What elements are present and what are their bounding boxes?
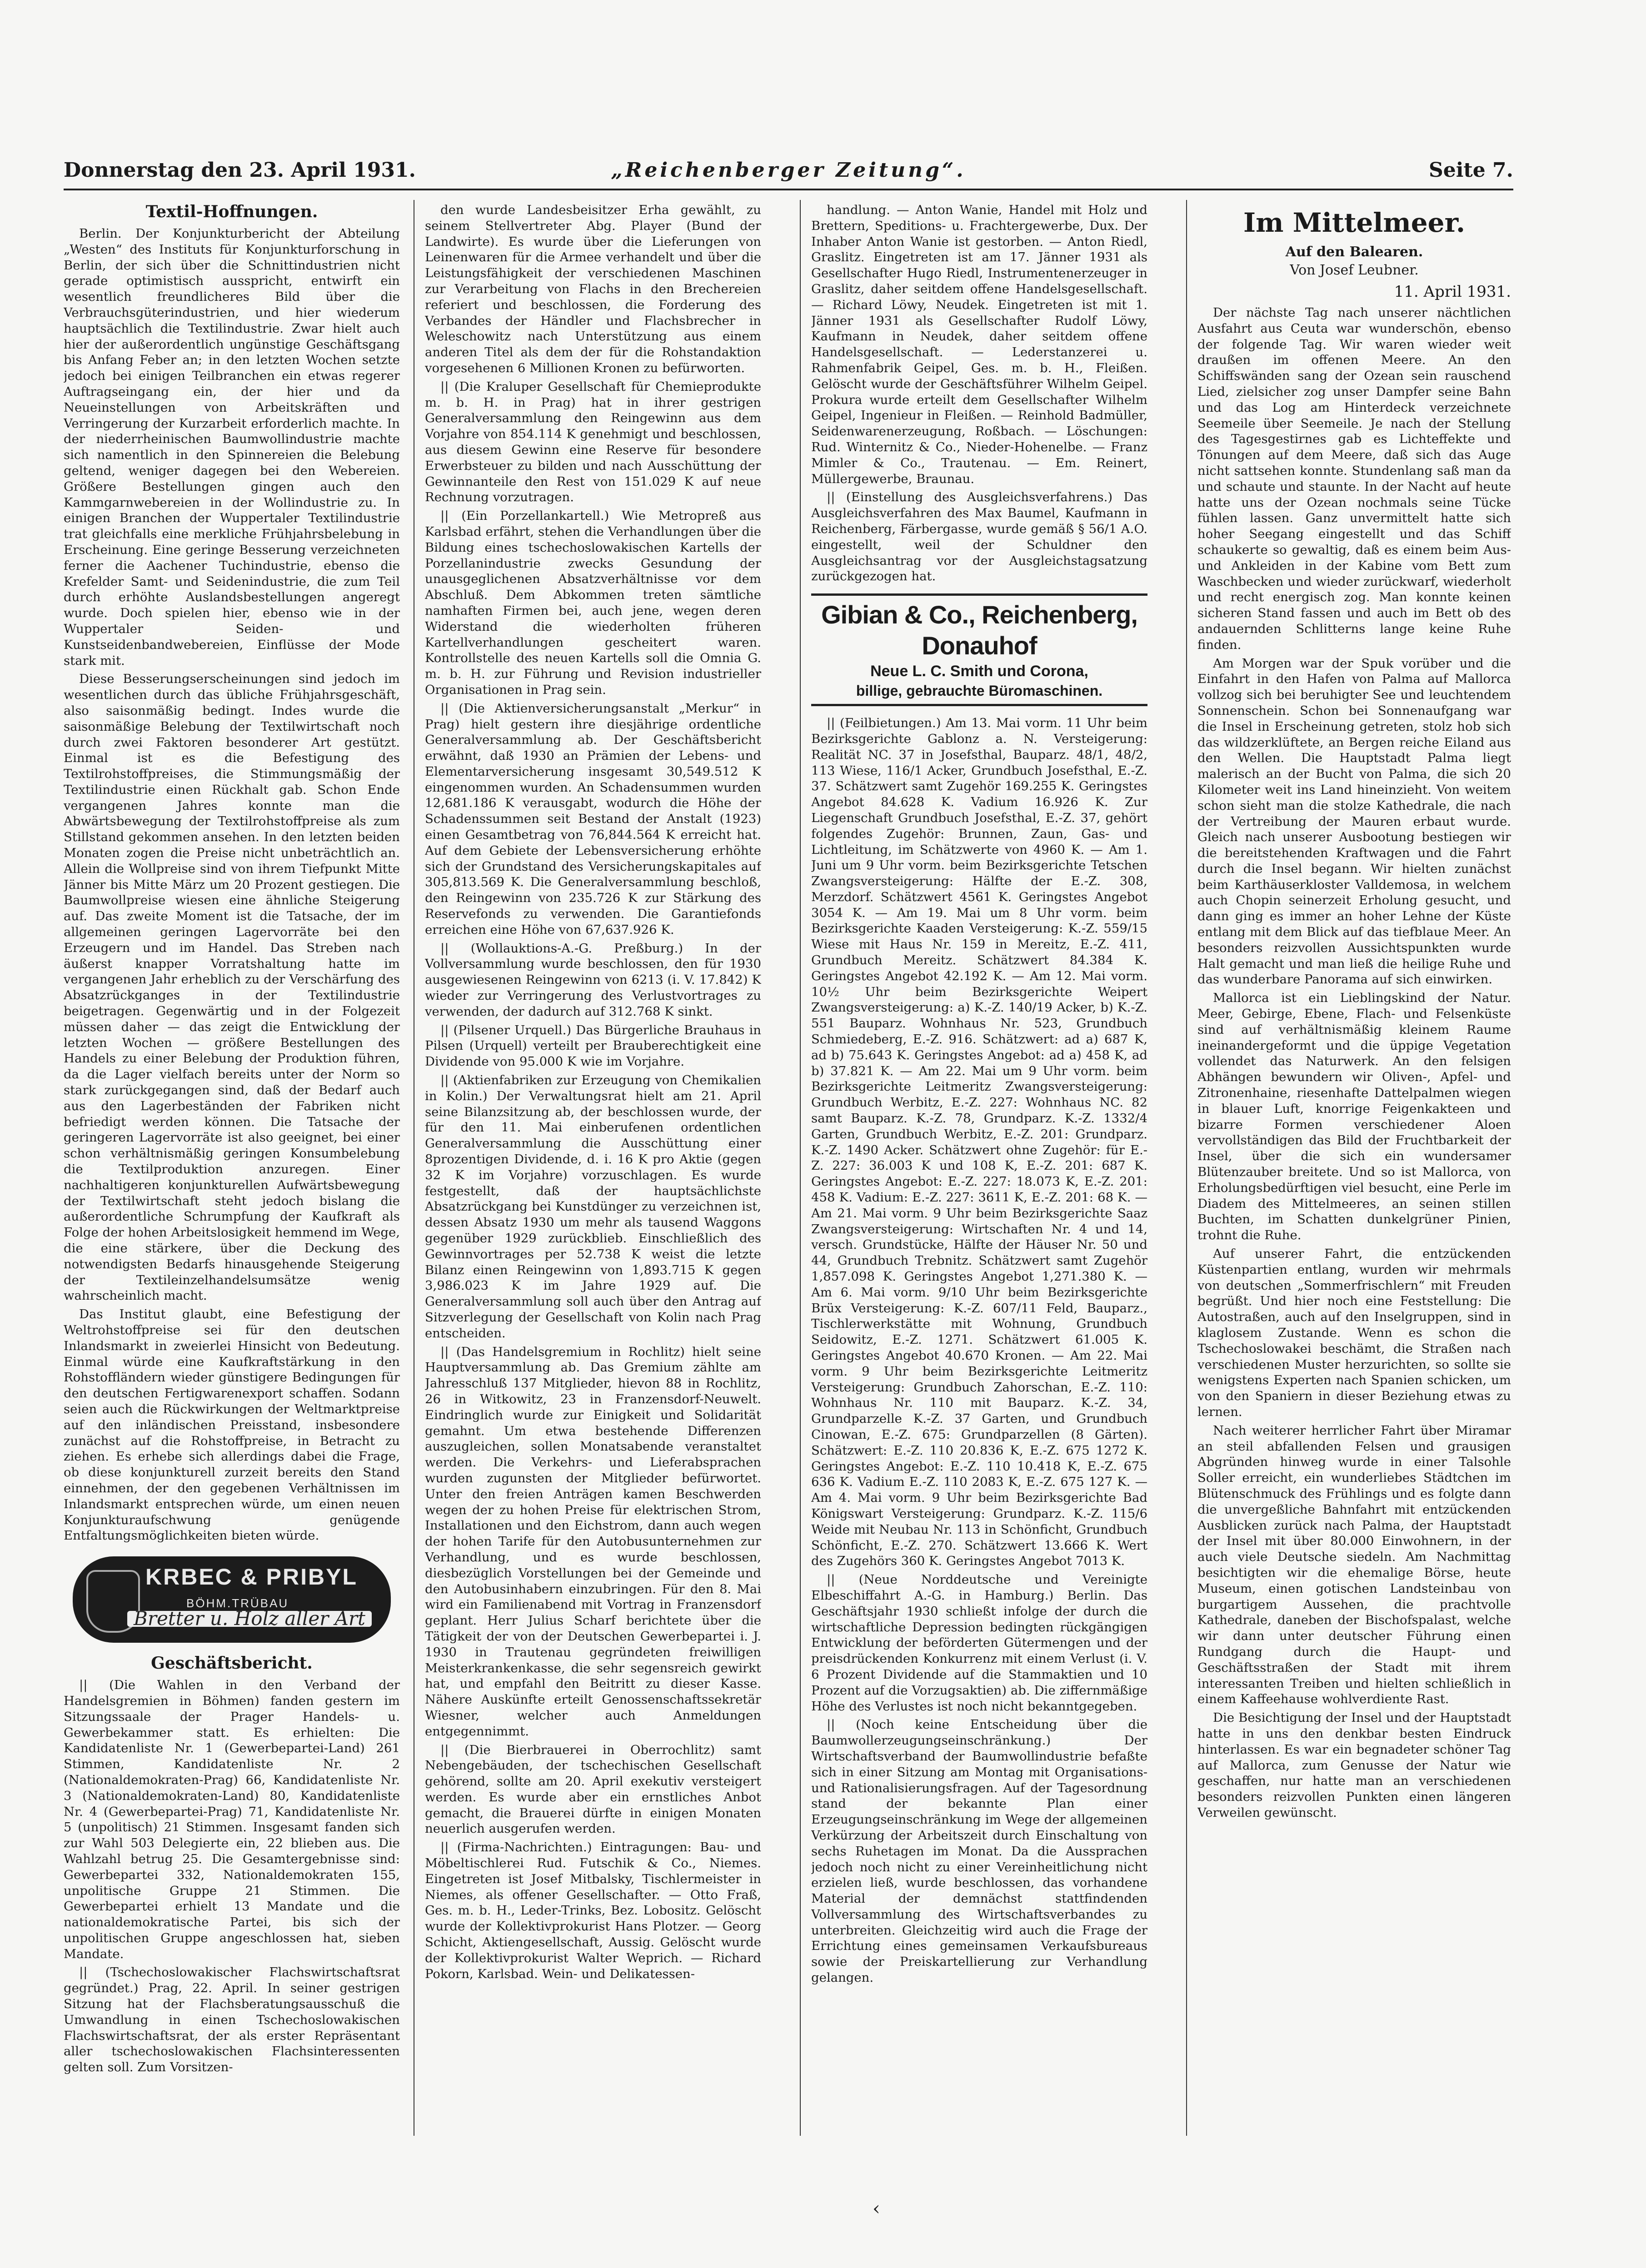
ad-line: KRBEC & PRIBYL <box>145 1564 358 1590</box>
column-3 <box>811 202 1147 2124</box>
article-paragraph: || (Noch keine Entscheidung über die Baumwollerzeugungseinschränkung.) Der Wirtschaftsverband der Baumwollindustrie befaßte sich in einer Sitzung am Montag mit Organisations- und Rationalisierungsfragen. Auf der Tagesordnung stand der bekannte Plan einer Erzeugungseinschränkung im Wege der allgemeinen Verkürzung der Arbeitszeit durch Einschaltung von sechs Ruhetagen im Monat. Da die Aussprachen jedoch noch nicht zu einer Vereinheitlichung nicht erzielen ließ, wurde beschlossen, das vorhandene Material der demnächst stattfindenden Vollversammlung des Wirtschaftsverbandes zu unterbreiten. Gleichzeitig wird auch die Frage der Errichtung eines gemeinsamen Verkaufsbureaus sowie der Preiskartellierung zur Verhandlung gelangen. <box>811 1717 1147 1985</box>
article-paragraph: || (Feilbietungen.) Am 13. Mai vorm. 11 Uhr beim Bezirksgerichte Gablonz a. N. Versteigerung: Realität NC. 37 in Josefsthal, Bauparz. 48/1, 48/2, 113 Wiese, 116/1 Acker, Grundbuch Josefsthal, E.-Z. 37. Schätzwert samt Zugehör 169.255 K. Geringstes Angebot 84.628 K. Vadium 16.926 K. Zur Liegenschaft Grundbuch Josefsthal, E.-Z. 37, gehört folgendes Zugehör: Brunnen, Zaun, Gas- und Lichtleitung, im Schätzwerte von 4960 K. — Am 1. Juni um 9 Uhr vorm. beim Bezirksgerichte Tetschen Zwangsversteigerung: Hälfte der E.-Z. 308, Merzdorf. Schätzwert 4561 K. Geringstes Angebot 3054 K. — Am 19. Mai um 8 Uhr vorm. beim Bezirksgerichte Kaaden Versteigerung: K.-Z. 559/15 Wiese mit Haus Nr. 159 in Mereitz, E.-Z. 411, Grundbuch Mereitz. Schätzwert 84.384 K. Geringstes Angebot 42.192 K. — Am 12. Mai vorm. 10½ Uhr beim Bezirksgerichte Weipert Zwangsversteigerung: a) K.-Z. 140/19 Acker, b) K.-Z. 551 Bauparz. Wohnhaus Nr. 523, Grundbuch Schmiedeberg, E.-Z. 916. Schätzwert: ad a) 687 K, ad b) 75.643 K. Geringstes Angebot: ad a) 458 K, ad b) 37.821 K. — Am 22. Mai um 9 Uhr vorm. beim Bezirksgerichte Leitmeritz Zwangsversteigerung: Grundbuch Werbitz, E.-Z. 227: Wohnhaus NC. 82 samt Bauparz. K.-Z. 78, Grundparz. K.-Z. 1332/4 Garten, Grundbuch Werbitz, E.-Z. 201: Grundparz. K.-Z. 1490 Acker. Schätzwert ohne Zugehör: für E.-Z. 227: 36.003 K und 108 K, E.-Z. 201: 687 K. Geringstes Angebot: E.-Z. 227: 18.073 K, E.-Z. 201: 458 K. Vadium: E.-Z. 227: 3611 K, E.-Z. 201: 68 K. — Am 21. Mai vorm. 9 Uhr beim Bezirksgerichte Saaz Zwangsversteigerung: Wirtschaften Nr. 4 und 14, versch. Grundstücke, Hälfte der Häuser Nr. 50 und 44, Grundbuch Trebnitz. Schätzwert samt Zugehör 1,857.098 K. Geringstes Angebot 1,271.380 K. — Am 6. Mai vorm. 9/10 Uhr beim Bezirksgerichte Brüx Versteigerung: K.-Z. 607/11 Feld, Bauparz., Tischlerwerkstätte mit Wohnung, Grundbuch Seidowitz, E.-Z. 1271. Schätzwert 61.005 K. Geringstes Angebot 40.670 Kronen. — Am 22. Mai vorm. 9 Uhr beim Bezirksgerichte Leitmeritz Versteigerung: Grundbuch Zahorschan, E.-Z. 110: Wohnhaus Nr. 110 mit Bauparz. K.-Z. 34, Grundparzelle K.-Z. 37 Garten, und Grundbuch Cinowan, E.-Z. 675: Grundparzellen (8 Gärten). Schätzwert: E.-Z. 110 20.836 K, E.-Z. 675 1272 K. Geringstes Angebot: E.-Z. 110 10.418 K, E.-Z. 675 636 K. Vadium E.-Z. 110 2083 K, E.-Z. 675 127 K. — Am 4. Mai vorm. 9 Uhr beim Bezirksgerichte Bad Königswart Versteigerung: Grundparz. K.-Z. 115/6 Weide mit Neubau Nr. 113 in Schönficht, Grundbuch Schönficht, E.-Z. 270. Schätzwert 13.666 K. Wert des Zugehörs 360 K. Geringstes Angebot 7013 K. <box>811 716 1147 1569</box>
article-paragraph: || (Ein Porzellankartell.) Wie Metropreß aus Karlsbad erfährt, stehen die Verhandlungen über die Bildung eines tschechoslowakischen Kartells der Porzellanindustrie zwecks Gesundung der unausgeglichenen Absatzverhältnisse vor dem Abschluß. Dem Abkommen treten sämtliche namhaften Firmen bei, auch jene, wegen deren Widerstand die wiederholten früheren Kartellverhandlungen gescheitert waren. Kontrollstelle des neuen Kartells soll die Omnia G. m. b. H. zur Führung und Revision industrieller Organisationen in Prag sein. <box>425 508 761 697</box>
column-4 <box>1197 202 1511 2124</box>
masthead <box>64 157 1513 190</box>
column-2 <box>425 202 761 2124</box>
masthead-page-number: Seite 7. <box>1428 159 1513 182</box>
column-rule <box>800 200 801 2136</box>
article-paragraph: || (Die Kraluper Gesellschaft für Chemieprodukte m. b. H. in Prag) hat in ihrer gestrigen Generalversammlung den Reingewinn aus dem Vorjahre von 854.114 K genehmigt und beschlossen, aus diesem Gewinn eine Reserve für besondere Erwerbsteuer zu bilden und nach Ausschüttung der Gewinnanteile den Rest von 151.029 K auf neue Rechnung vorzutragen. <box>425 379 761 505</box>
article-heading-textil: Textil-Hoffnungen. <box>145 202 318 221</box>
article-paragraph: handlung. — Anton Wanie, Handel mit Holz und Brettern, Speditions- u. Frachtergewerbe, Dux. Der Inhaber Anton Wanie ist gestorben. — Anton Riedl, Graslitz. Eingetreten ist am 17. Jänner 1931 als Gesellschafter Hugo Riedl, Instrumentenerzeuger in Graslitz, daher seitdem offene Handelsgesellschaft. — Richard Löwy, Neudek. Eingetreten ist mit 1. Jänner 1931 als Gesellschafter Rudolf Löwy, Kaufmann in Neudek, daher seitdem offene Handelsgesellschaft. — Lederstanzerei u. Rahmenfabrik Geipel, Ges. m. b. H., Fleißen. Gelöscht wurde der Geschäftsführer Wilhelm Geipel. Prokura wurde erteilt dem Gesellschafter Wilhelm Geipel, Ingenieur in Fleißen. — Reinhold Badmüller, Seidenwarenerzeugung, Roßbach. — Löschungen: Rud. Winternitz & Co., Nieder-Hohenelbe. — Franz Mimler & Co., Trautenau. — Em. Reinert, Müllergewerbe, Braunau. <box>811 203 1147 486</box>
article-paragraph: || (Firma-Nachrichten.) Eintragungen: Bau- und Möbeltischlerei Rud. Futschik & Co., Niemes. Eingetreten ist Josef Mitbalsky, Tischlermeister in Niemes, als offener Gesellschafter. — Otto Fraß, Ges. m. b. H., Leder-Trinks, Bez. Lobositz. Gelöscht wurde der Kollektivprokurist Hans Plotzer. — Georg Schicht, Aktiengesellschaft, Aussig. Gelöscht wurde der Kollektivprokurist Walter Weprich. — Richard Pokorn, Karlsbad. Wein- und Delikatessen- <box>425 1840 761 1981</box>
article-paragraph: || (Pilsener Urquell.) Das Bürgerliche Brauhaus in Pilsen (Urquell) verteilt per Brauberechtigkeit eine Dividende von 95.000 K wie im Vorjahre. <box>425 1022 761 1069</box>
feuilleton-date: 11. April 1931. <box>1394 283 1511 301</box>
article-paragraph: || (Aktienfabriken zur Erzeugung von Chemikalien in Kolin.) Der Verwaltungsrat hielt am 21. April seine Bilanzsitzung ab, der beschlossen wurde, der für den 11. Mai einberufenen ordentlichen Generalversammlung die Ausschüttung einer 8prozentigen Dividende, d. i. 16 K pro Aktie (gegen 32 K im Vorjahre) vorzuschlagen. Es wurde festgestellt, daß der hauptsächlichste Absatzrückgang bei Kunstdünger zu verzeichnen ist, dessen Absatz 1930 um mehr als tausend Waggons gegenüber 1929 zurückblieb. Einschließlich des Gewinnvortrages per 52.738 K weist die letzte Bilanz einen Reingewinn von 1,893.715 K gegen 3,986.023 K im Jahre 1929 auf. Die Generalversammlung soll auch über den Antrag auf Sitzverlegung der Gesellschaft von Kolin nach Prag entscheiden. <box>425 1073 761 1341</box>
article-paragraph: || (Die Wahlen in den Verband der Handelsgremien in Böhmen) fanden gestern im Sitzungssaale der Prager Handels- u. Gewerbekammer statt. Es erhielten: Die Kandidatenliste Nr. 1 (Gewerbepartei-Land) 261 Stimmen, Kandidatenliste Nr. 2 (Nationaldemokraten-Prag) 66, Kandidatenliste Nr. 3 (Nationaldemokraten-Land) 80, Kandidatenliste Nr. 4 (Gewerbepartei-Prag) 71, Kandidatenliste Nr. 5 (unpolitisch) 21 Stimmen. Insgesamt fanden sich zur Wahl 503 Delegierte ein, 22 blieben aus. Die Wahlzahl betrug 25. Die Gesamtergebnisse sind: Gewerbepartei 332, Nationaldemokraten 155, unpolitische Gruppe 21 Stimmen. Die Gewerbepartei erhielt 13 Mandate und die nationaldemokratische Partei, bis sich der unpolitischen Gruppe angeschlossen hat, sieben Mandate. <box>64 1678 400 1961</box>
article-paragraph: || (Wollauktions-A.-G. Preßburg.) In der Vollversammlung wurde beschlossen, den für 1930 ausgewiesenen Reingewinn von 6213 (i. V. 17.842) K wieder zur Verringerung des Verlustvortrages zu verwenden, der dadurch auf 312.768 K sinkt. <box>425 941 761 1019</box>
article-paragraph: || (Neue Norddeutsche und Vereinigte Elbeschiffahrt A.-G. in Hamburg.) Berlin. Das Geschäftsjahr 1930 schließt infolge der durch die wirtschaftliche Depression bedingten rückgängigen Entwicklung der beförderten Gütermengen und der preisdrückenden Konkurrenz mit einem Verlust (i. V. 6 Prozent Dividende auf die Stammaktien und 10 Prozent auf die Vorzugsaktien) ab. Die ziffernmäßige Höhe des Verlustes ist noch nicht bekanntgegeben. <box>811 1572 1147 1714</box>
ad-line: Bretter u. Holz aller Art <box>127 1611 372 1627</box>
article-paragraph: Berlin. Der Konjunkturbericht der Abteilung „Westen“ des Instituts für Konjunkturforschung in Berlin, der sich über die Schnittindustrien nicht gerade optimistisch ausspricht, entwirft ein wesentlich freundlicheres Bild über die Verbrauchsgüterindustrien, und hier wiederum hauptsächlich die Textilindustrie. Zwar hielt auch hier der außerordentlich ungünstige Geschäftsgang bis Anfang Feber an; in den letzten Wochen setzte jedoch bei einigen Teilbranchen ein etwas regerer Auftragseingang ein, der hier und da Neueinstellungen von Arbeitskräften und Verringerung der Kurzarbeit erforderlich machte. In der niederrheinischen Baumwollindustrie machte sich namentlich in den Spinnereien die Belebung geltend, weniger dagegen bei den Webereien. Größere Bestellungen gingen auch den Kammgarnwebereien in der Wollindustrie zu. In einigen Branchen der Wuppertaler Textilindustrie trat gleichfalls eine merkliche Frühjahrsbelebung in Erscheinung. Eine geringe Besserung verzeichneten ferner die Aachener Tuchindustrie, ebenso die Krefelder Samt- und Seidenindustrie, die zum Teil durch erhöhte Auslandsbestellungen angeregt wurde. Doch spielen hier, ebenso wie in der Wuppertaler Seiden- und Kunstseidenbandwebereien, Einflüsse der Mode stark mit. <box>64 226 400 668</box>
column-rule <box>1186 200 1187 2136</box>
advertisement-krbec-pribyl <box>73 1556 391 1643</box>
ad-line: BÖHM.TRÜBAU <box>186 1596 289 1610</box>
column-1 <box>64 202 400 2124</box>
article-paragraph: || (Das Handelsgremium in Rochlitz) hielt seine Hauptversammlung ab. Das Gremium zählte am Jahresschluß 137 Mitglieder, hievon 88 in Rochlitz, 26 in Witkowitz, 23 in Franzensdorf-Neuwelt. Eindringlich wurde zur Einigkeit und Solidarität gemahnt. Um etwa bestehende Differenzen auszugleichen, sollen Monatsabende veranstaltet werden. Die Verkehrs- und Lieferabsprachen wurden zugunsten der Mitglieder befürwortet. Unter den freien Anträgen kamen Beschwerden wegen der zu hohen Preise für elektrischen Strom, Installationen und den Eichstrom, dann auch wegen der hohen Tarife für den Autobusunternehmen zur Verhandlung, und es wurde beschlossen, diesbezüglich Vorstellungen bei der Gemeinde und den Autobusinhabern einzubringen. Für den 8. Mai wird ein Familienabend mit Vortrag in Franzensdorf geplant. Herr Julius Scharf berichtete über die Tätigkeit der von der Deutschen Gewerbepartei i. J. 1930 in Trautenau gegründeten freiwilligen Meisterkrankenkasse, die sehr segensreich gewirkt hat, und empfahl den Beitritt zu dieser Kasse. Nähere Auskünfte erteilt Genossenschaftssekretär Wiesner, welcher auch Anmeldungen entgegennimmt. <box>425 1344 761 1739</box>
ad-line: Neue L. C. Smith und Corona, <box>870 663 1088 680</box>
article-paragraph: Nach weiterer herrlicher Fahrt über Miramar an steil abfallenden Felsen und grausigen Abgründen hinweg wurde in einer Talsohle Soller erreicht, ein wunderliebes Städtchen im Blütenschmuck des Frühlings und es folgte dann die unvergeßliche Bahnfahrt mit entzückenden Ausblicken zurück nach Palma, der Hauptstadt der Insel mit über 80.000 Einwohnern, in der auch viele Deutsche siedeln. Am Nachmittag besichtigten wir die ehemalige Börse, heute Museum, einen gotischen Landsteinbau von burgartigem Aussehen, die prachtvolle Kathedrale, daneben der Bischofspalast, welche wir dann unter deutscher Führung einen Rundgang durch die Haupt- und Geschäftsstraßen der Stadt mit ihrem interessanten Treiben und hielten schließlich in einem Kaffeehause wohlverdiente Rast. <box>1197 1423 1511 1707</box>
article-paragraph: || (Die Bierbrauerei in Oberrochlitz) samt Nebengebäuden, der tschechischen Gesellschaft gehörend, sollte am 20. April exekutiv versteigert werden. Es wurde aber ein ernstliches Anbot gemacht, die Brauerei dürfte in einigen Monaten neuerlich ausgerufen werden. <box>425 1742 761 1836</box>
article-paragraph: || (Die Aktienversicherungsanstalt „Merkur“ in Prag) hielt gestern ihre diesjährige ordentliche Generalversammlung ab. Der Geschäftsbericht erwähnt, daß 1930 an Prämien der Lebens- und Elementarversicherung insgesamt 30,549.512 K eingenommen wurden. An Schadensummen wurden 12,681.186 K verausgabt, wodurch die Höhe der Schadenssummen seit Bestand der Anstalt (1923) einen Gesamtbetrag von 76,844.564 K erreicht hat. Auf dem Gebiete der Lebensversicherung erhöhte sich der Grundstand des Versicherungskapitales auf 305,813.569 K. Die Generalversammlung beschloß, den Reingewinn von 235.726 K zur Stärkung des Reservefonds zu verwenden. Die Garantiefonds erreichen eine Höhe von 67,637.926 K. <box>425 701 761 937</box>
ad-line: Gibian & Co., Reichenberg, Donauhof <box>821 600 1137 660</box>
article-paragraph: Die Besichtigung der Insel und der Hauptstadt hatte in uns den denkbar besten Eindruck hinterlassen. Es war ein begnadeter schöner Tag auf Mallorca, zum Genusse der Natur wie geschaffen, nur hatte man an verschiedenen besonders reizvollen Punkten einen längeren Verweilen gewünscht. <box>1197 1710 1511 1820</box>
article-paragraph: || (Tschechoslowakischer Flachswirtschaftsrat gegründet.) Prag, 22. April. In seiner gestrigen Sitzung hat der Flachsberatungsausschuß die Umwandlung in einen Tschechoslowakischen Flachswirtschaftsrat, der als erster Repräsentant aller tschechoslowakischen Flachsinteressenten gelten soll. Zum Vorsitzen- <box>64 1965 400 2075</box>
article-paragraph: Der nächste Tag nach unserer nächtlichen Ausfahrt aus Ceuta war wunderschön, ebenso der folgende Tag. Wir waren wieder weit draußen im offenen Meere. An den Schiffswänden sang der Ozean sein rauschend Lied, zielsicher zog unser Dampfer seine Bahn und das Log am Hinterdeck verzeichnete Seemeile über Seemeile. Je nach der Stellung des Tagesgestirnes gab es Lichteffekte und Tönungen auf dem Meere, daß sich das Auge nicht sattsehen konnte. Stundenlang saß man da und schaute und staunte. In der Nacht auf heute hatte uns der Ozean nochmals seine Tücke fühlen lassen. Ganz unvermittelt hatte sich hoher Seegang eingestellt und das Schiff schaukerte so gewaltig, daß es einem beim Aus- und Ankleiden in der Kabine vom Bett zum Waschbecken und wieder zurückwarf, wiederholt und recht energisch zog. Man konnte keinen sicheren Stand fassen und auch im Bett ob des andauernden Schlitterns lange keine Ruhe finden. <box>1197 305 1511 652</box>
masthead-title: „Reichenberger Zeitung“. <box>611 159 966 182</box>
article-paragraph: Mallorca ist ein Lieblingskind der Natur. Meer, Gebirge, Ebene, Flach- und Felsenküste sind auf verhältnismäßig kleinem Raume ineinandergeformt und die üppige Vegetation vollendet das Naturwerk. An den felsigen Abhängen bewundern wir Oliven-, Apfel- und Zitronenhaine, riesenhafte Dattelpalmen wiegen in blauer Luft, knorrige Feigenkakteen und bizarre Formen verschiedener Aloen vervollständigen das Bild der Fruchtbarkeit der Insel, über die sich ein wundersamer Blütenzauber breitete. Und so ist Mallorca, von Erholungsbedürftigen viel besucht, eine Perle im Diadem des Mittelmeeres, an seinen stillen Buchten, im Schatten dunkelgrüner Pinien, trohnt die Ruhe. <box>1197 991 1511 1243</box>
feuilleton-subtitle: Auf den Balearen. <box>1285 244 1423 260</box>
article-paragraph: Auf unserer Fahrt, die entzückenden Küstenpartien entlang, wurden wir mehrmals von deutschen „Sommerfrischlern“ mit Freuden begrüßt. Und hier noch eine Feststellung: Die Autostraßen, auch auf den Inselgruppen, sind in klaglosem Zustande. Wenn es schon die Tschechoslowakei beschämt, die Straßen nach verschiedenen Muster herzurichten, so sollte sie wenigstens Experten nach Spanien schicken, um von den Spaniern in dieser Beziehung etwas zu lernen. <box>1197 1246 1511 1419</box>
article-paragraph: || (Einstellung des Ausgleichsverfahrens.) Das Ausgleichsverfahren des Max Baumel, Kaufmann in Reichenberg, Färbergasse, wurde gemäß § 56/1 A.O. eingestellt, weil der Schuldner den Ausgleichsantrag vor der Ausgleichstagsatzung zurückgezogen hat. <box>811 490 1147 584</box>
feuilleton-author: Von Josef Leubner. <box>1290 262 1419 278</box>
article-heading-geschaeftsbericht: Geschäftsbericht. <box>151 1654 313 1673</box>
masthead-date: Donnerstag den 23. April 1931. <box>64 159 416 182</box>
feuilleton-title: Im Mittelmeer. <box>1243 207 1466 238</box>
footer-mark: ‹ <box>873 2197 880 2219</box>
article-paragraph: den wurde Landesbeisitzer Erha gewählt, zu seinem Stellvertreter Abg. Player (Bund der Landwirte). Es wurde über die Lieferungen von Leinenwaren für die Armee verhandelt und über die Leistungsfähigkeit der verschiedenen Maschinen zur Verarbeitung von Flachs in den Brechereien referiert und beschlossen, die Forderung des Verbandes der Händler und Flachsbrecher in Weleschowitz nach Unterstützung aus einem anderen Titel als dem der für die Rohstandaktion vorgesehenen 6 Millionen Kronen zu befürworten. <box>425 203 761 375</box>
ad-line: billige, gebrauchte Büromaschinen. <box>856 683 1103 699</box>
advertisement-gibian <box>811 593 1147 706</box>
article-paragraph: Das Institut glaubt, eine Befestigung der Weltrohstoffpreise sei für den deutschen Inlandsmarkt in zweierlei Hinsicht von Bedeutung. Einmal würde eine Kaufkraftstärkung in den Rohstoffländern wieder günstigere Bedingungen für den deutschen Fertigwarenexport schaffen. Sodann seien auch die Rückwirkungen der Weltmarktpreise auf den inländischen Preisstand, insbesondere zunächst auf die Rohstoffpreise, in Betracht zu ziehen. Es erhebe sich allerdings dabei die Frage, ob diese konjunkturell zurzeit bereits den Stand einnehmen, der den gegebenen Verhältnissen im Inlandsmarkt entsprechen würde, um einen neuen Konjunkturaufschwung genügende Entfaltungsmöglichkeiten bieten würde. <box>64 1307 400 1543</box>
article-paragraph: Diese Besserungserscheinungen sind jedoch im wesentlichen durch das übliche Frühjahrsgeschäft, also saisonmäßig bedingt. Indes wurde die saisonmäßige Belebung der Textilwirtschaft noch durch zwei Faktoren besonderer Art gestützt. Einmal ist es die Befestigung des Textilrohstoffpreises, die Stimmungsmäßig der Textilindustrie einen Rückhalt gab. Schon Ende vergangenen Jahres konnte man die Abwärtsbewegung der Textilrohstoffpreise als zum Stillstand gekommen ansehen. In den letzten beiden Monaten zogen die Preise nicht unbeträchtlich an. Allein die Wollpreise sind von ihrem Tiefpunkt Mitte Jänner bis Mitte März um 20 Prozent gestiegen. Die Baumwollpreise wiesen eine ähnliche Steigerung auf. Das zweite Moment ist die Tatsache, der im allgemeinen geringen Lagervorräte bei den Erzeugern und im Handel. Das Streben nach äußerst knapper Vorratshaltung hatte im vergangenen Jahr erheblich zu der Verschärfung des Absatzrückganges in der Textilindustrie beigetragen. Gegenwärtig und in der Folgezeit müssen daher — das zeigt die Entwicklung der letzten Wochen — größere Bestellungen des Handels zu einer Belebung der Produktion führen, da die Lager vielfach bereits unter der Norm so stark zurückgegangen sind, daß der Bedarf auch aus den Lagerbeständen der Fabriken nicht befriedigt werden können. Die Tatsache der geringeren Lagervorräte ist also geeignet, bei einer schon verhältnismäßig geringen Konsumbelebung die Textilproduktion anzuregen. Einer nachhaltigeren konjunkturellen Aufwärtsbewegung der Textilwirtschaft steht jedoch bislang die außerordentliche Schrumpfung der Kaufkraft als Folge der hohen Arbeitslosigkeit hemmend im Wege, die eine stärkere, über die Deckung des notwendigsten Bedarfs hinausgehende Steigerung der Textileinzelhandelsumsätze wenig wahrscheinlich macht. <box>64 672 400 1303</box>
article-paragraph: Am Morgen war der Spuk vorüber und die Einfahrt in den Hafen von Palma auf Mallorca vollzog sich bei beruhigter See und leuchtendem Sonnenschein. Schon bei Sonnenaufgang war die Insel in Erscheinung getreten, stolz hob sich das wildzerklüftete, an Bergen reiche Eiland aus den Wellen. Die Hauptstadt Palma liegt malerisch an der Bucht von Palma, die sich 20 Kilometer weit ins Land hineinzieht. Von weitem schon sieht man die stolze Kathedrale, die nach der Vertreibung der Mauren erbaut wurde. Gleich nach unserer Ausbootung bestiegen wir die bereitstehenden Kraftwagen und die Fahrt durch die Insel begann. Wir hielten zunächst beim Karthäuserkloster Valldemosa, in welchem auch Chopin seinerzeit Erholung gesucht, und dann ging es immer an hoher Lehne der Küste entlang mit dem Blick auf das tiefblaue Meer. An besonders reizvollen Aussichtspunkten wurde Halt gemacht und man ließ die heilige Ruhe und das wunderbare Panorama auf sich einwirken. <box>1197 656 1511 987</box>
